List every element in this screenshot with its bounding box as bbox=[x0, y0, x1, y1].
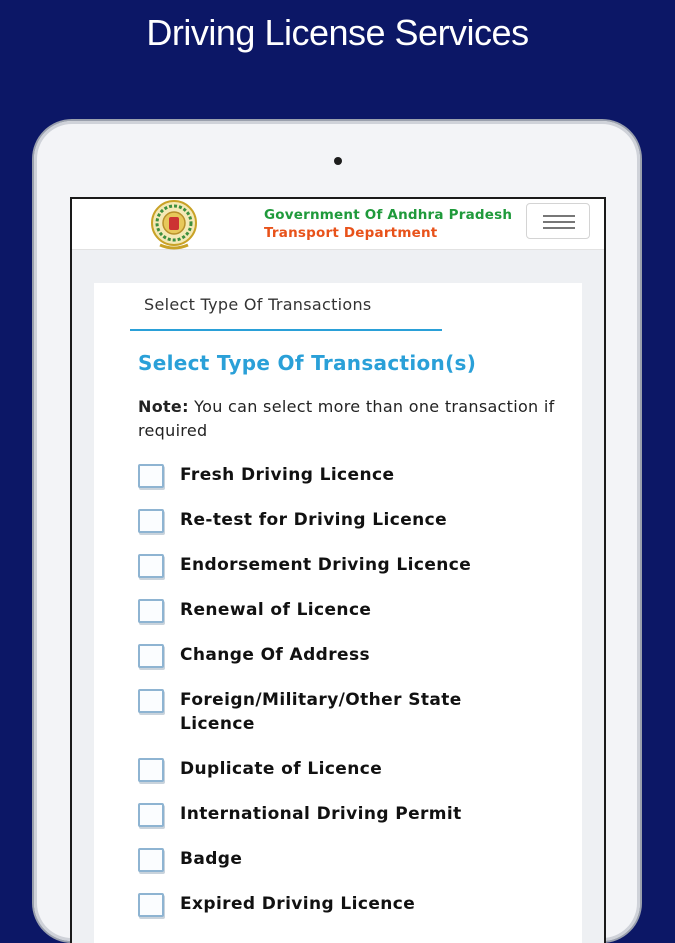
option-duplicate-of-licence[interactable] bbox=[136, 757, 566, 781]
option-expired-driving-licence[interactable] bbox=[136, 892, 566, 916]
option-label: Badge bbox=[180, 849, 243, 869]
option-label: Endorsement Driving Licence bbox=[180, 555, 472, 575]
checkbox[interactable] bbox=[138, 599, 164, 623]
option-endorsement-driving-licence[interactable] bbox=[136, 553, 566, 577]
option-label: Re-test for Driving Licence bbox=[180, 510, 448, 530]
dept-name: Transport Department bbox=[264, 225, 438, 241]
option-foreign-military-other-state-licence[interactable] bbox=[136, 688, 494, 736]
hamburger-menu-icon bbox=[543, 227, 575, 229]
app-header bbox=[72, 199, 604, 250]
note-label: Note: bbox=[138, 397, 189, 416]
note-text bbox=[138, 395, 558, 443]
checkbox[interactable] bbox=[138, 803, 164, 827]
app-screen bbox=[70, 197, 606, 943]
option-label: Duplicate of Licence bbox=[180, 759, 383, 779]
hamburger-menu-icon bbox=[543, 221, 575, 223]
option-label: Foreign/Military/Other State Licence bbox=[180, 690, 462, 734]
option-fresh-driving-licence[interactable] bbox=[136, 463, 566, 487]
checkbox[interactable] bbox=[138, 509, 164, 533]
option-international-driving-permit[interactable] bbox=[136, 802, 566, 826]
state-emblem-icon bbox=[136, 199, 212, 251]
section-heading: Select Type Of Transaction(s) bbox=[138, 351, 477, 375]
option-label: Expired Driving Licence bbox=[180, 894, 416, 914]
checkbox[interactable] bbox=[138, 689, 164, 713]
option-renewal-of-licence[interactable] bbox=[136, 598, 566, 622]
org-name: Government Of Andhra Pradesh bbox=[264, 207, 513, 223]
tab-select-transactions[interactable] bbox=[130, 283, 442, 331]
transaction-options-list bbox=[136, 463, 566, 916]
option-label: International Driving Permit bbox=[180, 804, 462, 824]
tablet-frame bbox=[34, 121, 640, 941]
option-label: Change Of Address bbox=[180, 645, 370, 665]
option-badge[interactable] bbox=[136, 847, 566, 871]
option-retest-driving-licence[interactable] bbox=[136, 508, 566, 532]
option-change-of-address[interactable] bbox=[136, 643, 566, 667]
transactions-card bbox=[94, 283, 582, 943]
menu-button[interactable] bbox=[526, 203, 590, 239]
checkbox[interactable] bbox=[138, 893, 164, 917]
checkbox[interactable] bbox=[138, 464, 164, 488]
checkbox[interactable] bbox=[138, 554, 164, 578]
promo-title: Driving License Services bbox=[146, 12, 529, 53]
checkbox[interactable] bbox=[138, 848, 164, 872]
note-body: You can select more than one transaction if required bbox=[138, 397, 555, 440]
hamburger-menu-icon bbox=[543, 215, 575, 217]
checkbox[interactable] bbox=[138, 644, 164, 668]
tab-label: Select Type Of Transactions bbox=[144, 295, 372, 314]
option-label: Fresh Driving Licence bbox=[180, 465, 395, 485]
camera-dot bbox=[334, 157, 342, 165]
checkbox[interactable] bbox=[138, 758, 164, 782]
option-label: Renewal of Licence bbox=[180, 600, 372, 620]
